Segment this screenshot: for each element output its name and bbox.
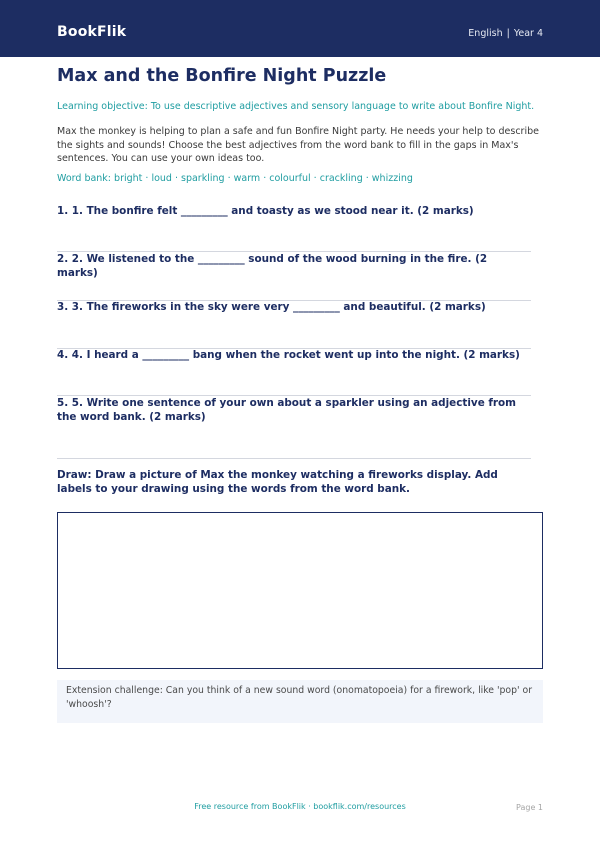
drawing-box[interactable]: [57, 512, 543, 669]
question-3: 3. 3. The fireworks in the sky were very _________ and beautiful. (2 marks): [57, 301, 486, 313]
subject-label: English: [468, 28, 503, 39]
page-number: Page 1: [516, 803, 543, 812]
worksheet-title: Max and the Bonfire Night Puzzle: [57, 66, 387, 86]
crumb-separator: |: [506, 28, 510, 39]
question-4: 4. 4. I heard a _________ bang when the rocket went up into the night. (2 marks): [57, 349, 520, 361]
question-2: 2. 2. We listened to the _________ sound of the wood burning in the fire. (2 marks): [57, 253, 488, 279]
learning-objective: Learning objective: To use descriptive adjectives and sensory language to write about Bonfire Night.: [57, 101, 535, 112]
answer-line-5: [57, 458, 531, 459]
draw-prompt: Draw: Draw a picture of Max the monkey watching a fireworks display. Add labels to your drawing using the words from the word bank.: [57, 469, 498, 495]
brand-logo-text: BookFlik: [57, 24, 127, 40]
question-5: 5. 5. Write one sentence of your own about a sparkler using an adjective from the word bank. (2 marks): [57, 397, 516, 423]
subject-year-label: [468, 28, 543, 39]
extension-text: Extension challenge: Can you think of a new sound word (onomatopoeia) for a firework, like 'pop' or 'whoosh'?: [66, 685, 533, 710]
year-label: Year 4: [513, 28, 543, 39]
question-1: 1. 1. The bonfire felt _________ and toasty as we stood near it. (2 marks): [57, 205, 474, 217]
word-bank: Word bank: bright · loud · sparkling · warm · colourful · crackling · whizzing: [57, 173, 413, 184]
extension-challenge: [57, 680, 543, 723]
footer-credit: Free resource from BookFlik · bookflik.com/resources: [194, 802, 406, 811]
intro-paragraph: Max the monkey is helping to plan a safe and fun Bonfire Night party. He needs your help to describe the sights and sounds! Choose the best adjectives from the word bank to fill in the gaps in Max's sentences. You can use your own ideas too.: [57, 126, 539, 164]
top-header-bar: [0, 0, 600, 57]
